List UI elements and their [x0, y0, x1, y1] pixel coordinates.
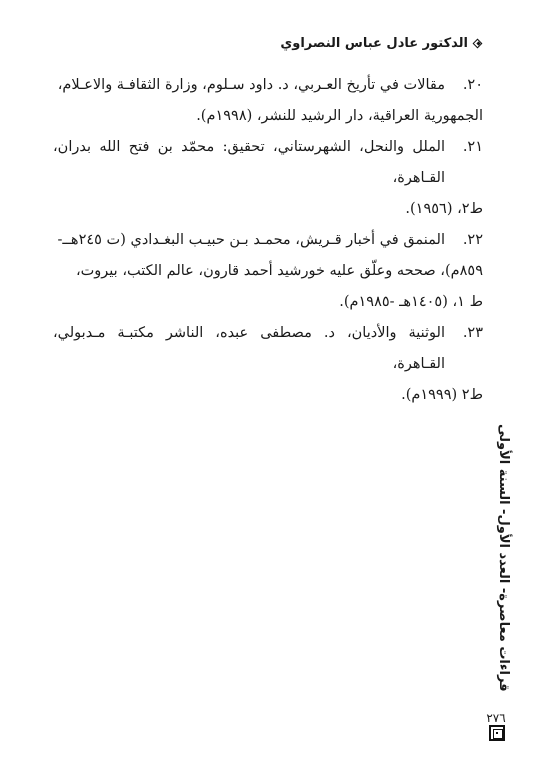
- reference-text-line: ط٢ (١٩٩٩م).: [401, 387, 483, 403]
- page-number: ٢٧٦: [486, 711, 506, 725]
- running-header: [280, 36, 483, 51]
- reference-item-20: [53, 70, 483, 132]
- reference-text-line: الجمهورية العراقية، دار الرشيد للنشر، (١٩٩٨م).: [196, 108, 483, 124]
- reference-text-line: ط٢، (١٩٥٦).: [405, 201, 483, 217]
- diamond-ornament-icon: [473, 39, 483, 49]
- reference-text-line: المنمق في أخبار قـريش، محمـد بـن حبيـب البغـدادي (ت ٢٤٥هــ-: [57, 232, 445, 248]
- journal-side-title: قراءات معاصرة- العدد الأول- السنة الأولى: [496, 424, 511, 692]
- reference-text-line: ط ١، (١٤٠٥هـ -١٩٨٥م).: [339, 294, 483, 310]
- reference-number: ٢٠.: [462, 77, 483, 93]
- reference-text-line: ٨٥٩م)، صححه وعلّق عليه خورشيد أحمد قارون، عالم الكتب، بيروت،: [75, 263, 483, 279]
- header-author: الدكتور عادل عباس النصراوي: [280, 36, 468, 51]
- reference-number: ٢٣.: [462, 325, 483, 341]
- reference-text-line: الوثنية والأديان، د. مصطفى عبده، الناشر مكتبـة مـدبولي، القـاهرة،: [53, 325, 445, 372]
- reference-text-line: مقالات في تأريخ العـربي، د. داود سـلوم، وزارة الثقافـة والاعـلام،: [57, 77, 445, 93]
- reference-list: [53, 70, 483, 411]
- square-ornament-icon: [489, 725, 505, 741]
- reference-number: ٢٢.: [462, 232, 483, 248]
- reference-item-21: [53, 132, 483, 225]
- reference-number: ٢١.: [462, 139, 483, 155]
- reference-text-line: الملل والنحل، الشهرستاني، تحقيق: محمّد بن فتح الله بدران، القـاهرة،: [53, 139, 445, 186]
- reference-item-23: [53, 318, 483, 411]
- reference-item-22: [53, 225, 483, 318]
